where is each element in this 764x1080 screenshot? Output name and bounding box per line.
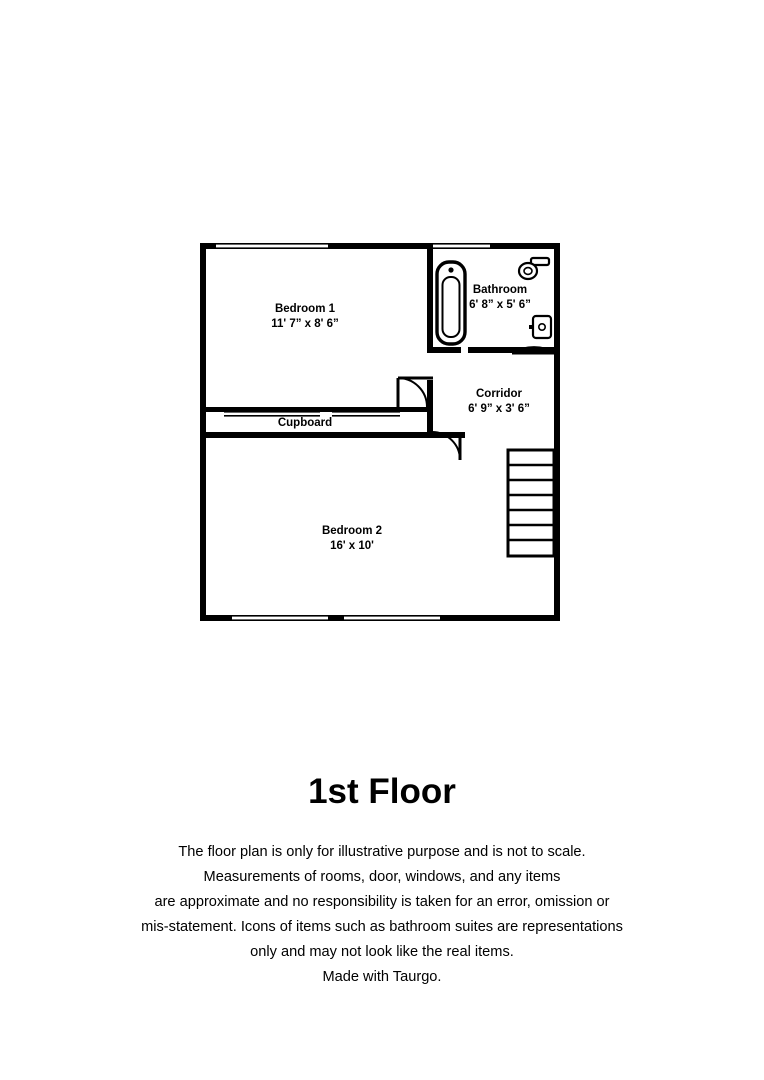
disclaimer-line-1: The floor plan is only for illustrative purpose and is not to scale. [178,844,586,860]
cupboard-shelf-lines [224,411,400,417]
disclaimer-line-5: only and may not look like the real items. [250,944,514,960]
room-label-bedroom-1: Bedroom 1 [274,303,336,315]
room-dims-bathroom: 6' 8” x 5' 6” [469,299,531,311]
disclaimer-text [52,840,712,990]
sink-icon [529,316,551,338]
bathtub-icon [437,262,465,344]
room-dims-corridor: 6' 9” x 3' 6” [468,403,530,415]
disclaimer-line-4: mis-statement. Icons of items such as bathroom suites are representations [141,919,623,935]
staircase-icon [508,450,554,556]
room-labels [271,284,531,552]
room-dims-bedroom-1: 11' 7” x 8' 6” [271,318,339,330]
room-dims-bedroom-2: 16' x 10' [330,540,374,552]
disclaimer-line-2: Measurements of rooms, door, windows, and any items [203,869,561,885]
room-label-bedroom-2: Bedroom 2 [321,525,383,537]
room-label-corridor: Corridor [476,388,522,400]
page-title: 1st Floor [308,772,456,811]
toilet-icon [519,258,549,279]
disclaimer-line-6: Made with Taurgo. [322,969,442,985]
room-label-bathroom: Bathroom [472,284,528,296]
disclaimer-line-3: are approximate and no responsibility is taken for an error, omission or [154,894,610,910]
cupboard-label: Cupboard [277,417,333,429]
